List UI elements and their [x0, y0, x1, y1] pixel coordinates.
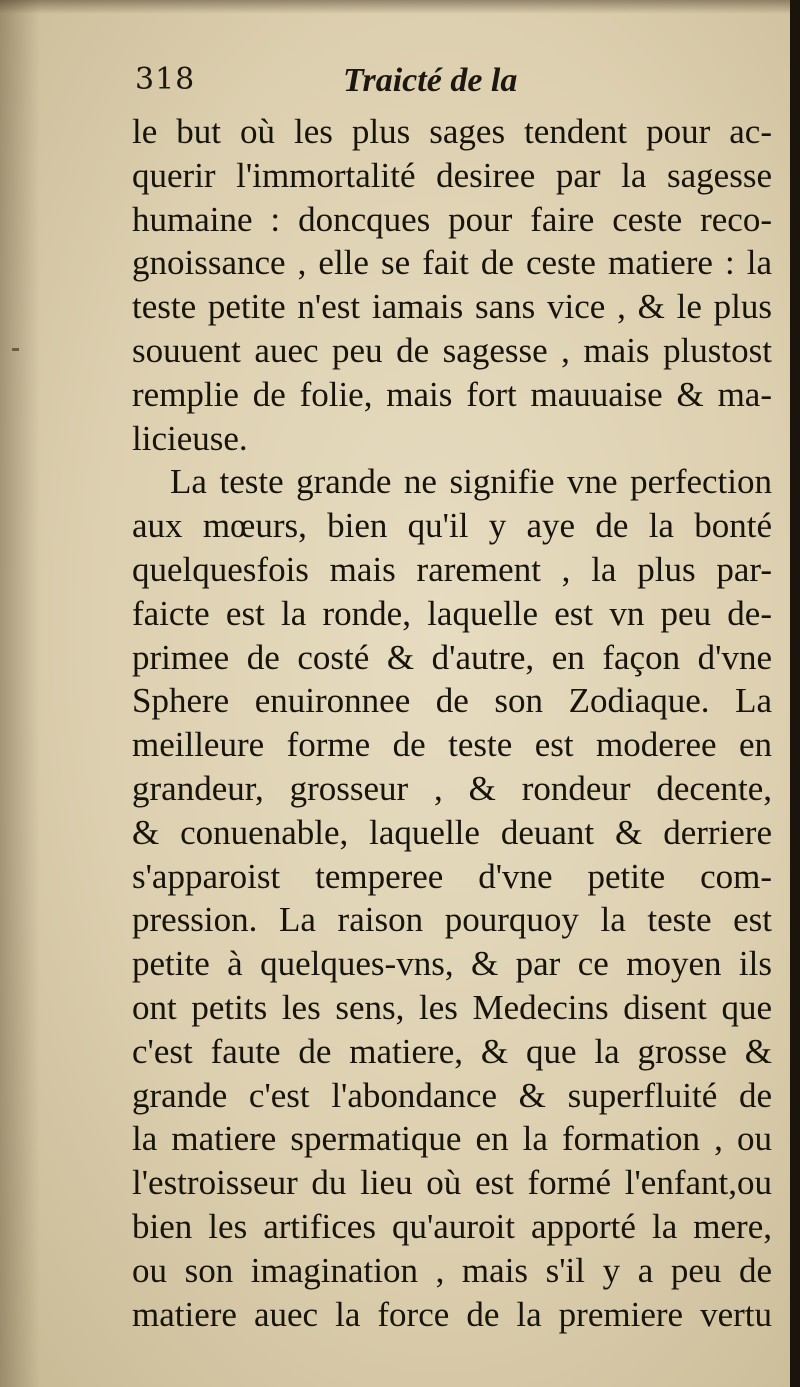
text-line: le but où les plus sages tendent pour ac-	[132, 112, 772, 151]
text-line: meilleure forme de teste est moderee en	[132, 725, 772, 765]
text-line: l'estroisseur du lieu où est formé l'enfant,ou	[132, 1163, 772, 1203]
text-line: pression. La raison pourquoy la teste est	[132, 900, 772, 940]
body-text	[132, 110, 772, 1336]
page-top-edge	[0, 0, 800, 14]
text-line: bien les artifices qu'auroit apporté la mere,	[132, 1206, 772, 1246]
text-line: la matiere spermatique en la formation , ou	[132, 1119, 772, 1159]
page-right-edge	[790, 0, 800, 1387]
text-line: faicte est la ronde, laquelle est vn peu de-	[132, 593, 772, 633]
running-title: Traicté de la	[343, 62, 518, 99]
text-line: primee de costé & d'autre, en façon d'vne	[132, 637, 772, 677]
page-number: 318	[135, 62, 196, 97]
text-line: ont petits les sens, les Medecins disent que	[132, 987, 772, 1027]
margin-mark	[12, 348, 19, 351]
page-header	[135, 62, 575, 106]
text-line: Sphere enuironnee de son Zodiaque. La	[132, 681, 772, 721]
text-line: querir l'immortalité desiree par la sagesse	[132, 155, 772, 195]
text-line: gnoissance , elle se fait de ceste matiere : la	[132, 243, 772, 283]
text-line: petite à quelques-vns, & par ce moyen ils	[132, 944, 772, 984]
text-line: humaine : doncques pour faire ceste reco-	[132, 199, 772, 239]
text-line: s'apparoist temperee d'vne petite com-	[132, 856, 772, 896]
text-line: ou son imagination , mais s'il y a peu de	[132, 1250, 772, 1290]
text-line: grande c'est l'abondance & superfluité de	[132, 1075, 772, 1115]
text-line: souuent auec peu de sagesse , mais plustost	[132, 330, 772, 370]
text-line: c'est faute de matiere, & que la grosse &	[132, 1031, 772, 1071]
text-line: grandeur, grosseur , & rondeur decente,	[132, 768, 772, 808]
text-line: & conuenable, laquelle deuant & derriere	[132, 812, 772, 852]
text-line: quelquesfois mais rarement , la plus par-	[132, 549, 772, 589]
text-line: matiere auec la force de la premiere vertu	[132, 1294, 772, 1334]
text-line: remplie de folie, mais fort mauuaise & ma-	[132, 374, 772, 414]
text-line: licieuse.	[132, 418, 248, 458]
paragraph-start-line: La teste grande ne signifie vne perfection	[170, 462, 772, 502]
spine-shadow	[0, 0, 40, 1387]
text-line: teste petite n'est iamais sans vice , & le plus	[132, 287, 772, 327]
text-line: aux mœurs, bien qu'il y aye de la bonté	[132, 506, 772, 546]
